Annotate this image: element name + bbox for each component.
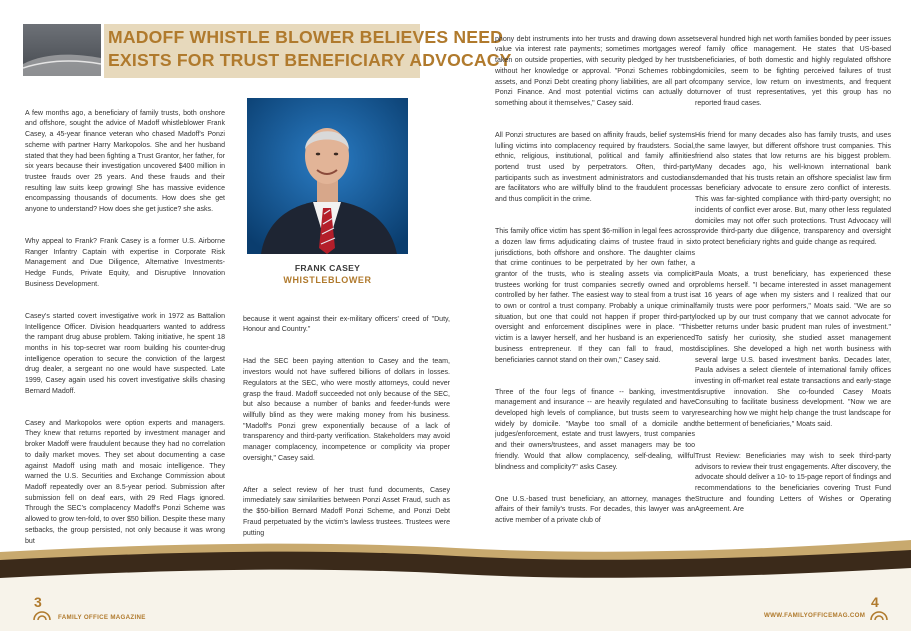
page-number-left: 3 xyxy=(34,594,42,610)
paragraph: His friend for many decades also has family trusts, and uses the same lawyer, but different offshore trust companies. This friend also states that low returns are his biggest problem. Many decades ago, his well-known international bank demanded that his trusts retain an offshore specialist law firm as beneficiary advocate to ensure zero conflict of interests. This was far-sighted compliance with third-party oversight; no incidents of conflict ever arose. But, many other less regulated domiciles may not offer such protections. Trust Advocacy will provide third-party due diligence, transparency and oversight to protect beneficiary rights and guide change as required. xyxy=(695,131,891,246)
title-line-1: MADOFF WHISTLE BLOWER BELIEVES NEED xyxy=(108,27,504,47)
paragraph: Paula Moats, a trust beneficiary, has experienced these problems herself. "I became interested in asset management at 16 years of age when my sisters and I realized that our family trusts were poor performers," Moats said. "We are so locked up by our trust company that we cannot advocate for better returns under basic prudent man rules of investment." To satisfy her curiosity, she studied asset management disciplines. She developed a high net worth business with several large U.S. based investment banks. Decades later, Paula advises a select clientele of international family offices investing in off-market real estate transactions and early-stage disruptive innovation. She co-founded Casey Moats Consulting to facilitate business development. "Now we are researching how we might help change the trust landscape for the betterment of beneficiaries," Moats said. xyxy=(695,270,891,428)
column-1 xyxy=(25,98,225,569)
photo-caption-name: FRANK CASEY xyxy=(294,263,361,273)
column-4 xyxy=(695,24,891,537)
magazine-logo-icon xyxy=(33,610,51,622)
paragraph: Three of the four legs of finance -- banking, investment management and insurance -- are heavily regulated and have developed high levels of compliance, but trusts seem to vary widely by domicile. "Maybe too small of a domicile and judges/enforcement, estate and trust lawyers, trust companies and their owners/trustees, and asset managers may be too friendly. Would that allow complacency, self-dealing, willful blindness and complicity?" asks Casey. xyxy=(495,388,695,471)
paragraph: One U.S.-based trust beneficiary, an attorney, manages the affairs of their family's trusts. For decades, this lawyer was an active member of a private club of xyxy=(495,495,695,524)
column-3 xyxy=(495,24,695,548)
magazine-name: FAMILY OFFICE MAGAZINE xyxy=(58,614,146,621)
title-line-2: EXISTS FOR TRUST BENEFICIARY ADVOCACY xyxy=(108,50,512,70)
paragraph: several hundred high net worth families bonded by peer issues of family office management. He states that US-based beneficiaries, of both domestic and highly regulated offshore domiciles, seem to be fighting perceived failures of trust company service, low return on investments, and frequent turnover of trust representatives, yet this group has no reported fraud cases. xyxy=(695,35,891,107)
paragraph: Had the SEC been paying attention to Casey and the team, investors would not have suffered billions of dollars in losses. Regulators at the SEC, who were mostly attorneys, could never grasp the fraud. Madoff succeeded not only because of the SEC, but also because a number of banks and feeder-funds were willfully blind as they were making money from his business. "Madoff's Ponzi grew exponentially because of a lack of transparency and third-party verification. Stakeholders may avoid manager complacency, incompetence or complicity via proper oversight," Casey said. xyxy=(243,358,450,462)
paragraph: After a select review of her trust fund documents, Casey immediately saw similarities between Ponzi Asset Fraud, such as the $50-billion Bernard Madoff Ponzi Scheme, and Ponzi Debt Fraud perpetuated by the victim's lawless trustees. Trustees were putting xyxy=(243,486,450,537)
swoosh-graphic xyxy=(23,24,101,76)
portrait-illustration xyxy=(247,98,408,254)
paragraph: A few months ago, a beneficiary of family trusts, both onshore and offshore, sought the advice of Madoff whistleblower Frank Casey, a 45-year finance veteran who chased Madoff's Ponzi scheme with partner Harry Markopolos. She and her husband stated that they had been fighting a Trust Grantor, her father, for six years because their investigation uncovered $400 million in trustee frauds over 25 years. And these frauds and their resulting law suits keep growing! She has massive evidence encompassing thousands of documents. How does she get anyone to understand? How does she get justice? she asks. xyxy=(25,109,225,214)
magazine-logo-icon xyxy=(870,610,888,622)
paragraph: phony debt instruments into her trusts and drawing down asset value via interest rate payments; sometimes mortgages were taken on outside properties, with security pledged by her trusts without her knowledge or approval. "Ponzi Schemes robbing assets, and Ponzi Debt creating phony liabilities, are all part of Ponzi Finance. And most potential victims can actually do something about it themselves," Casey said. xyxy=(495,35,695,107)
paragraph: Why appeal to Frank? Frank Casey is a former U.S. Airborne Ranger Infantry Captain with expertise in Corporate Risk Management and Due Diligence, Alternative Investments-Hedge Funds, Private Equity, and Disruptive Innovation Business Development. xyxy=(25,238,225,288)
photo-caption-role: WHISTLEBLOWER xyxy=(283,275,372,285)
paragraph: Casey's started covert investigative work in 1972 as Battalion Intelligence Officer. Division headquarters wanted to address the rampant drug abuse problem. Taking initiative, he spent 18 months in his top-secret war room building his counter-drug intelligence operation to secure the conviction of the largest drug dealer, a sergeant no one would have suspected. Late 1999, Casey again used his covert investigative skills chasing Bernard Madoff. xyxy=(25,312,225,395)
header-graphic xyxy=(23,24,101,76)
website-link[interactable]: WWW.FAMILYOFFICEMAG.COM xyxy=(764,612,866,619)
paragraph: Casey and Markopolos were option experts and managers. They knew that returns reported by investment manager and broker Madoff were fraudulent because they had no correlation to daily market moves. They set about documenting a case against Madoff using math and mosaic intelligence. They warned the U.S. Securities and Exchange Commission about Madoff repeatedly over an 8.5-year period. Submission after submission fell on deaf ears, with 29 Red Flags ignored. Through the SEC's complacency Madoff's Ponzi Scheme was allowed to grow ten-fold, to over $50 billion. Despite these many setbacks, the group persisted, not only because it was wrong but xyxy=(25,419,225,545)
paragraph: because it went against their ex-military officers' creed of "Duty, Honour and Country." xyxy=(243,315,450,334)
article-title xyxy=(104,24,512,78)
portrait-photo xyxy=(247,98,408,254)
paragraph: This family office victim has spent $6-million in legal fees across a dozen law firms adjudicating claims of trustee fraud in six jurisdictions, both offshore and onshore. The daughter claims that crime continues to be perpetrated by her own father, a grantor of the trusts, who is stealing assets via complicit trustees working for trust companies secretly owned and or controlled by her father. The easiest way to steal from a trust is to own or control a trust company. Probably a unique criminal situation, but one that could not happen if proper third-party oversight and enforcement disciplines were in place. "This victim is a lawyer herself, and her husband is an experienced business entrepreneur. If they can fall to fraud, most beneficiaries cannot stand on their own," Casey said. xyxy=(495,228,695,364)
page-number-right: 4 xyxy=(871,594,879,610)
column-2 xyxy=(243,304,450,561)
paragraph: All Ponzi structures are based on affinity frauds, belief systems lulling victims into complacency required by fraudsters. Social, ethnic, religious, institutional, political and family affinities portend trust used by perpetrators. Often, third-party participants such as investment administrators and custodians are facilitators who are willfully blind to the fraudulent process and thus complicit in the crime. xyxy=(495,131,695,204)
paragraph: Trust Review: Beneficiaries may wish to seek third-party advisors to review their trust engagements. After discovery, the advocate should deliver a 10- to 15-page report of findings and recommendations to the beneficiaries covering Trust Fund Structure and founding Letters of Wishes or Operating Agreement. Are xyxy=(695,452,891,514)
